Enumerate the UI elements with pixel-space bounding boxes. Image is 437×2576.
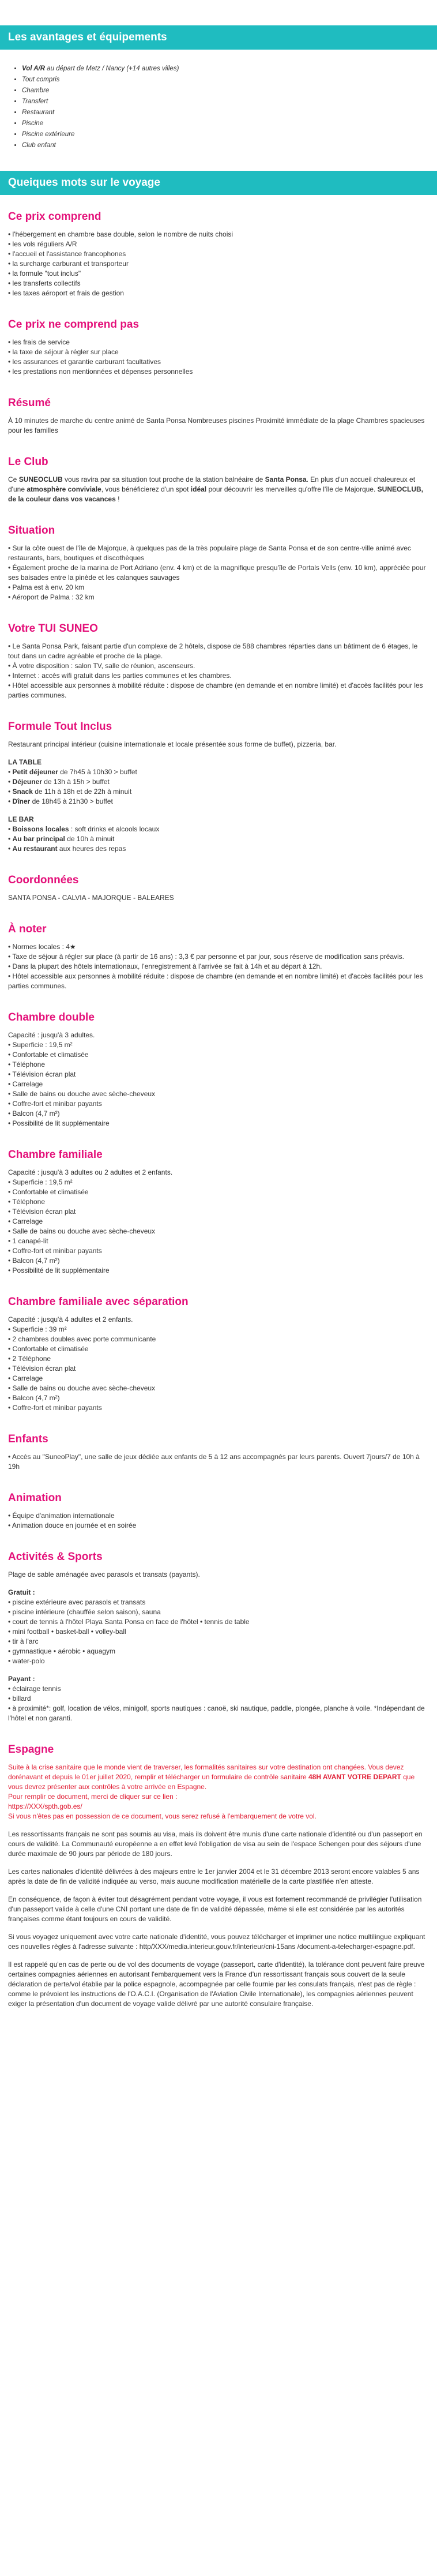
summary-heading: Résumé (8, 397, 51, 409)
room-feature: • Superficie : 39 m² (8, 1325, 67, 1333)
included-item: • l'hébergement en chambre base double, selon le nombre de nuits choisi (8, 230, 233, 238)
bar-item: • Au bar principal de 10h à minuit (8, 835, 115, 843)
excluded-item: • les prestations non mentionnées et dépenses personnelles (8, 368, 193, 376)
sports-intro: Plage de sable aménagée avec parasols et transats (payants). (8, 1570, 200, 1578)
sanitary-form-instruction: Pour remplir ce document, merci de cliquer sur ce lien : (8, 1793, 178, 1801)
room-feature: • Téléphone (8, 1060, 46, 1068)
table-list (8, 767, 429, 807)
room-feature: • Confortable et climatisée (8, 1345, 89, 1353)
room-feature: • Télévision écran plat (8, 1364, 76, 1373)
included-item: • l'accueil et l'assistance francophones (8, 250, 126, 258)
family-room-heading: Chambre familiale (8, 1149, 103, 1161)
bar-item: • Au restaurant aux heures des repas (8, 845, 126, 853)
included-item: • la surcharge carburant et transporteur (8, 260, 129, 268)
activity-item: • court de tennis à l'hôtel Playa Santa Ponsa en face de l'hôtel • tennis de table (8, 1618, 250, 1626)
activity-item: • mini football • basket-ball • volley-ball (8, 1628, 126, 1636)
formula-heading: Formule Tout Inclus (8, 721, 112, 733)
suneo-item: • Hôtel accessible aux personnes à mobilité réduite : dispose de chambre (en demande et en nombre limité) et d'accès facilités pour les parties communes. (8, 681, 423, 699)
sanitary-refusal-note: Si vous n'êtes pas en possession de ce document, vous serez refusé à l'embarquement de votre vol. (8, 1812, 317, 1820)
sanitary-warning: Suite à la crise sanitaire que le monde vient de traverser, les formalités sanitaires sur votre destination ont changées. Vous devez dorénavant et depuis le 01er juillet 2020, remplir et télécharger un formulaire de contrôle sanitaire 48H AVANT VOTRE DEPART que vous devrez présenter aux contrôles à votre arrivée en Espagne. (8, 1763, 415, 1791)
situation-heading: Situation (8, 524, 55, 537)
trip-content (0, 210, 437, 2017)
bar-item: • Boissons locales : soft drinks et alcools locaux (8, 825, 160, 833)
room-feature: • Balcon (4,7 m²) (8, 1257, 60, 1265)
situation-item: • Palma est à env. 20 km (8, 583, 85, 591)
club-heading: Le Club (8, 456, 48, 468)
activity-item: • piscine extérieure avec parasols et transats (8, 1598, 146, 1606)
advantage-item: • Chambre (22, 85, 437, 96)
meal-item: • Dîner de 18h45 à 21h30 > buffet (8, 797, 113, 805)
note-item: • Hôtel accessible aux personnes à mobilité réduite : dispose de chambre (en demande et en nombre limité) et d'accès facilités pour les parties communes. (8, 972, 423, 990)
animation-item: • Animation douce en journée et en soirée (8, 1521, 137, 1529)
activity-item: • billard (8, 1694, 31, 1703)
advantage-item: • Restaurant (22, 107, 437, 118)
room-feature: • 1 canapé-lit (8, 1237, 48, 1245)
advantage-item: • Piscine (22, 118, 437, 129)
spain-paragraph: Les cartes nationales d'identité délivrées à des majeurs entre le 1er janvier 2004 et le 31 décembre 2013 seront encore valables 5 ans après la date de fin de validité indiquée au verso, mais aucune modification matérielle de la carte plastifiée n'en atteste. (8, 1868, 420, 1885)
family-room-capacity: Capacité : jusqu'à 3 adultes ou 2 adultes et 2 enfants. (8, 1168, 173, 1176)
notes-heading: À noter (8, 923, 47, 935)
suneo-list (8, 642, 429, 700)
club-text: Ce SUNEOCLUB vous ravira par sa situation tout proche de la station balnéaire de Santa Ponsa. En plus d'un accueil chaleureux et d'une atmosphère conviviale, vous bénéficierez d'un spot idéal pour découvrir les merveilles qu'offre l'île de Majorque. SUNEOCLUB, de la couleur dans vos vacances ! (8, 475, 423, 503)
note-item: • Taxe de séjour à régler sur place (à partir de 16 ans) : 3,3 € par personne et par jour, sous réserve de modification sans préavis. (8, 953, 405, 961)
kids-text: • Accès au "SuneoPlay", une salle de jeux dédiée aux enfants de 5 à 12 ans accompagnés par leurs parents. Ouvert 7jours/7 de 10h à 19h (8, 1453, 420, 1471)
free-label: Gratuit : (8, 1588, 35, 1596)
animation-heading: Animation (8, 1492, 62, 1504)
included-heading: Ce prix comprend (8, 211, 101, 223)
room-feature: • Balcon (4,7 m²) (8, 1394, 60, 1402)
spain-paragraph: Il est rappelé qu'en cas de perte ou de vol des documents de voyage (passeport, carte d'identité), la tolérance dont peuvent faire preuve certaines compagnies aériennes en autorisant l'embarquement vers la France d'un ressortissant français sous couvert de la seule déclaration de perte/vol établie par la police espagnole, accompagnée par celle fournie par les consulats français, n'est pas de règle : comme le prévoient les instructions de l'O.A.C.I. (Organisation de l'Aviation Civile Internationale), les compagnies aériennes peuvent exiger la présentation d'un document de voyage valide délivré par une autorité consulaire française. (8, 1960, 425, 2008)
situation-item: • Sur la côte ouest de l'île de Majorque, à quelques pas de la très populaire plage de Santa Ponsa et de son centre-ville animé avec restaurants, bars, boutiques et discothèques (8, 544, 411, 562)
note-item: • Normes locales : 4★ (8, 943, 76, 951)
room-feature: • 2 chambres doubles avec porte communicante (8, 1335, 156, 1343)
included-item: • les taxes aéroport et frais de gestion (8, 289, 124, 297)
kids-heading: Enfants (8, 1433, 48, 1445)
room-feature: • Balcon (4,7 m²) (8, 1109, 60, 1118)
room-feature: • Confortable et climatisée (8, 1188, 89, 1196)
animation-item: • Équipe d'animation internationale (8, 1512, 115, 1520)
meal-item: • Snack de 11h à 18h et de 22h à minuit (8, 788, 132, 796)
coords-heading: Coordonnées (8, 874, 79, 886)
advantage-item: • Piscine extérieure (22, 129, 437, 140)
family-sep-room-heading: Chambre familiale avec séparation (8, 1296, 189, 1308)
formula-intro: Restaurant principal intérieur (cuisine internationale et locale présentée sous forme de buffet), pizzeria, bar. (8, 740, 337, 748)
spain-paragraph: Les ressortissants français ne sont pas soumis au visa, mais ils doivent être munis d'une carte nationale d'identité ou d'un passeport en cours de validité. La Communauté européenne a en effet levé l'obligation de visa au sein de l'espace Schengen pour des séjours d'une durée maximale de 90 jours par période de 180 jours. (8, 1830, 423, 1858)
spain-paragraph: Si vous voyagez uniquement avec votre carte nationale d'identité, vous pouvez télécharger et imprimer une notice multilingue expliquant ces nouvelles règles à l'adresse suivante : http/XXX/media.interieur.gouv.fr/interieur/cni-15ans /document-a-telecharger-espagne.pdf. (8, 1933, 425, 1951)
advantage-item: • Tout compris (22, 74, 437, 85)
activity-item: • water-polo (8, 1657, 45, 1665)
paid-list (8, 1684, 429, 1723)
room-feature: • Téléphone (8, 1198, 46, 1206)
included-list (8, 230, 429, 298)
bar-label: LE BAR (8, 815, 34, 823)
suneo-item: • À votre disposition : salon TV, salle de réunion, ascenseurs. (8, 662, 195, 670)
double-room-list (8, 1040, 429, 1128)
room-feature: • Coffre-fort et minibar payants (8, 1404, 102, 1412)
meal-item: • Petit déjeuner de 7h45 à 10h30 > buffet (8, 768, 137, 776)
activity-item: • éclairage tennis (8, 1685, 61, 1693)
included-item: • les vols réguliers A/R (8, 240, 77, 248)
double-room-heading: Chambre double (8, 1011, 95, 1023)
advantage-item: • Transfert (22, 96, 437, 107)
room-feature: • Télévision écran plat (8, 1070, 76, 1078)
situation-item: • Également proche de la marina de Port Adriano (env. 4 km) et de la magnifique presqu'île de Portals Vells (env. 10 km), appréciée pour ses baisades entre la pinède et les calanques sauvages (8, 564, 426, 582)
bar-list (8, 824, 429, 854)
room-feature: • Superficie : 19,5 m² (8, 1041, 73, 1049)
double-room-capacity: Capacité : jusqu'à 3 adultes. (8, 1031, 95, 1039)
excluded-list (8, 338, 429, 377)
advantages-banner: Les avantages et équipements (0, 25, 437, 50)
included-item: • la formule "tout inclus" (8, 269, 81, 278)
excluded-item: • les assurances et garantie carburant facultatives (8, 358, 161, 366)
room-feature: • Salle de bains ou douche avec sèche-cheveux (8, 1227, 156, 1235)
excluded-item: • la taxe de séjour à régler sur place (8, 348, 119, 356)
summary-text: À 10 minutes de marche du centre animé de Santa Ponsa Nombreuses piscines Proximité immédiate de la plage Chambres spacieuses pour les familles (8, 417, 425, 434)
room-feature: • Possibilité de lit supplémentaire (8, 1266, 110, 1274)
room-feature: • Carrelage (8, 1374, 43, 1382)
sports-heading: Activités & Sports (8, 1551, 103, 1563)
activity-item: • gymnastique • aérobic • aquagym (8, 1647, 116, 1655)
room-feature: • 2 Téléphone (8, 1355, 51, 1363)
room-feature: • Superficie : 19,5 m² (8, 1178, 73, 1186)
spain-paragraph: En conséquence, de façon à éviter tout désagrément pendant votre voyage, il vous est fortement recommandé de privilégier l'utilisation d'un passeport valide à celle d'une CNI portant une date de fin de validité dépassée, même si elle est considérée par les autorités françaises comme étant toujours en cours de validité. (8, 1895, 422, 1923)
suneo-item: • Le Santa Ponsa Park, faisant partie d'un complexe de 2 hôtels, dispose de 588 chambres réparties dans un bâtiment de 6 étages, le tout dans un cadre agréable et proche de la plage. (8, 642, 418, 660)
included-item: • les transferts collectifs (8, 279, 81, 287)
situation-list (8, 543, 429, 602)
family-sep-room-list (8, 1325, 429, 1413)
room-feature: • Carrelage (8, 1080, 43, 1088)
activity-item: • piscine intérieure (chauffée selon saison), sauna (8, 1608, 161, 1616)
activity-item: • tir à l'arc (8, 1637, 39, 1645)
room-feature: • Télévision écran plat (8, 1208, 76, 1216)
room-feature: • Salle de bains ou douche avec sèche-cheveux (8, 1384, 156, 1392)
family-room-list (8, 1178, 429, 1276)
activity-item: • à proximité*: golf, location de vélos, minigolf, sports nautiques : canoë, ski nautique, paddle, plongée, planche à voile. *Indépendant de l'hôtel et non garanti. (8, 1704, 425, 1722)
room-feature: • Coffre-fort et minibar payants (8, 1100, 102, 1108)
table-label: LA TABLE (8, 758, 42, 766)
note-item: • Dans la plupart des hôtels internationaux, l'enregistrement à l'arrivée se fait à 14h et au départ à 12h. (8, 962, 322, 970)
advantage-item: • Club enfant (22, 140, 437, 151)
room-feature: • Confortable et climatisée (8, 1051, 89, 1059)
family-sep-room-capacity: Capacité : jusqu'à 4 adultes et 2 enfants. (8, 1315, 133, 1323)
room-feature: • Possibilité de lit supplémentaire (8, 1119, 110, 1127)
coords-text: SANTA PONSA - CALVIA - MAJORQUE - BALEARES (8, 894, 174, 902)
situation-item: • Aéroport de Palma : 32 km (8, 593, 95, 601)
notes-list (8, 942, 429, 991)
spain-heading: Espagne (8, 1743, 54, 1756)
sanitary-form-link[interactable]: https://XXX/spth.gob.es/ (8, 1802, 82, 1810)
free-list (8, 1598, 429, 1666)
room-feature: • Carrelage (8, 1217, 43, 1225)
room-feature: • Salle de bains ou douche avec sèche-cheveux (8, 1090, 156, 1098)
advantage-item: • Vol A/R au départ de Metz / Nancy (+14 autres villes) (22, 63, 437, 74)
meal-item: • Déjeuner de 13h à 15h > buffet (8, 778, 110, 786)
advantages-list (22, 63, 437, 151)
trip-banner: Queiques mots sur le voyage (0, 171, 437, 195)
room-feature: • Coffre-fort et minibar payants (8, 1247, 102, 1255)
excluded-item: • les frais de service (8, 338, 70, 346)
excluded-heading: Ce prix ne comprend pas (8, 318, 140, 331)
paid-label: Payant : (8, 1675, 35, 1683)
suneo-heading: Votre TUI SUNEO (8, 623, 98, 635)
animation-list (8, 1511, 429, 1531)
suneo-item: • Internet : accès wifi gratuit dans les parties communes et les chambres. (8, 672, 232, 680)
